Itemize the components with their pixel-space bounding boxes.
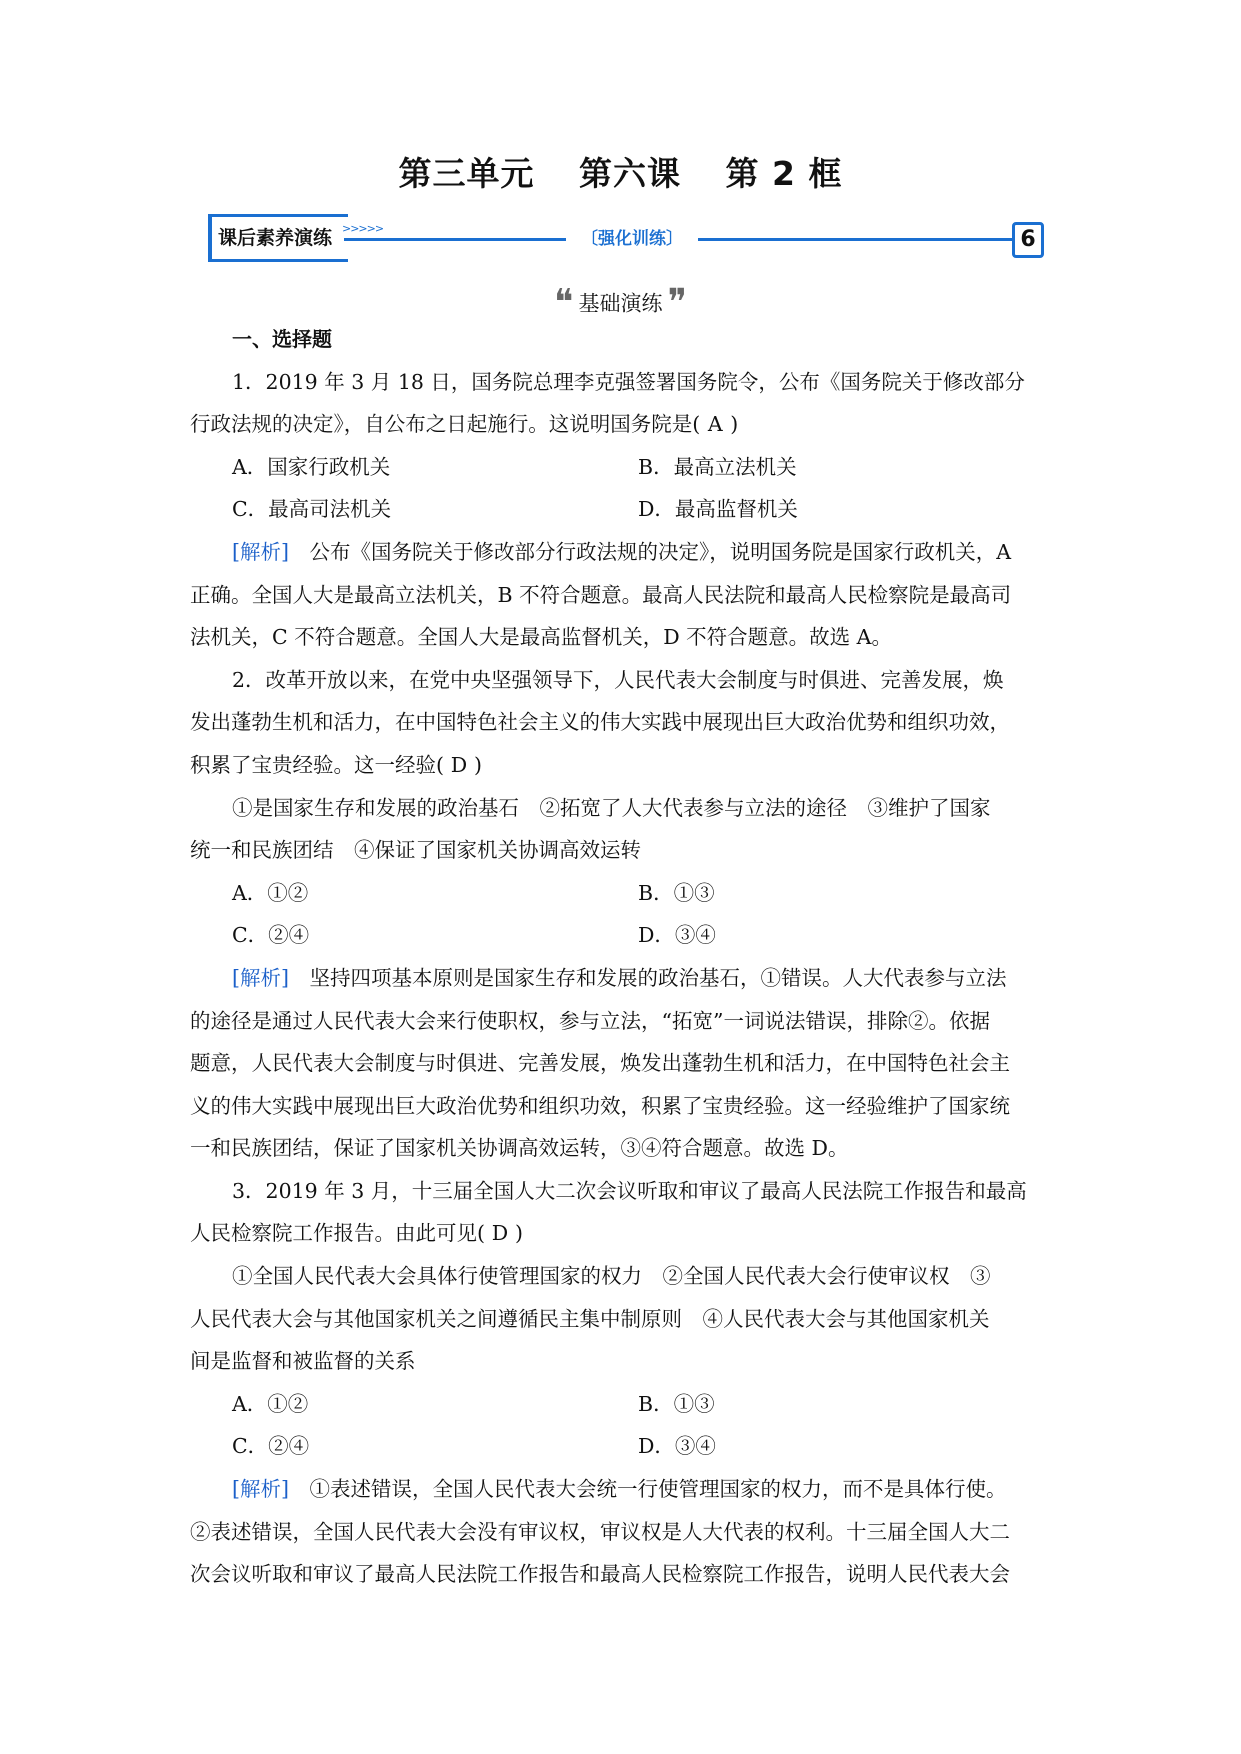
q1-analysis-line: 正确。全国人大是最高立法机关，B 不符合题意。最高人民法院和最高人民检察院是最高司 bbox=[190, 582, 1012, 607]
practice-banner bbox=[208, 214, 1044, 264]
option-c: C．最高司法机关 bbox=[232, 497, 392, 522]
close-quote-icon: ❞ bbox=[667, 282, 687, 323]
q2-analysis-line: 的途径是通过人民代表大会来行使职权，参与立法，“拓宽”一词说法错误，排除②。依据 bbox=[190, 1008, 990, 1033]
analysis-tag: [解析] bbox=[232, 965, 289, 990]
q1-analysis-line: 法机关，C 不符合题意。全国人大是最高监督机关，D 不符合题意。故选 A。 bbox=[190, 625, 892, 650]
q2-statements-line: ①是国家生存和发展的政治基石 ②拓宽了人大代表参与立法的途径 ③维护了国家 bbox=[232, 795, 991, 820]
content bbox=[190, 318, 1058, 1596]
title-unit: 第三单元 bbox=[398, 154, 535, 193]
option-d: D．最高监督机关 bbox=[638, 497, 798, 522]
q2-stem-line: 积累了宝贵经验。这一经验( D ) bbox=[190, 744, 1058, 787]
q3-analysis-line: 次会议听取和审议了最高人民法院工作报告和最高人民检察院工作报告，说明人民代表大会 bbox=[190, 1562, 1010, 1587]
banner-line-right bbox=[698, 238, 1012, 241]
option-a: A．国家行政机关 bbox=[232, 454, 391, 479]
banner-label: 课后素养演练 bbox=[208, 214, 348, 262]
banner-number-badge: 6 bbox=[1012, 222, 1044, 258]
banner-line-left bbox=[344, 238, 566, 241]
q2-statements-line: 统一和民族团结 ④保证了国家机关协调高效运转 bbox=[190, 838, 641, 863]
q3-analysis-line: [解析] ①表述错误，全国人民代表大会统一行使管理国家的权力，而不是具体行使。 bbox=[232, 1477, 1007, 1502]
q2-stem-line: 2．改革开放以来，在党中央坚强领导下，人民代表大会制度与时俱进、完善发展，焕 bbox=[232, 667, 1004, 692]
option-a: A．①② bbox=[232, 880, 309, 905]
q3-answer: D bbox=[491, 1221, 509, 1246]
q2-analysis-line: [解析] 坚持四项基本原则是国家生存和发展的政治基石，①错误。人大代表参与立法 bbox=[232, 965, 1007, 990]
q1-answer: A bbox=[707, 412, 723, 437]
question-type-heading: 一、选择题 bbox=[232, 327, 332, 351]
q2-analysis-line: 题意，人民代表大会制度与时俱进、完善发展，焕发出蓬勃生机和活力，在中国特色社会主 bbox=[190, 1051, 1010, 1076]
option-c: C．②④ bbox=[232, 923, 310, 948]
q2-stem-line: 发出蓬勃生机和活力，在中国特色社会主义的伟大实践中展现出巨大政治优势和组织功效， bbox=[190, 710, 1010, 735]
q3-stem-line: 3．2019 年 3 月，十三届全国人大二次会议听取和审议了最高人民法院工作报告和最高 bbox=[232, 1178, 1027, 1203]
q2-options bbox=[190, 872, 1058, 915]
option-c: C．②④ bbox=[232, 1434, 310, 1459]
option-d: D．③④ bbox=[638, 1434, 716, 1459]
option-b: B．最高立法机关 bbox=[638, 454, 797, 479]
banner-middle-label: 〔强化训练〕 bbox=[581, 229, 683, 249]
option-b: B．①③ bbox=[638, 1391, 715, 1416]
analysis-tag: [解析] bbox=[232, 1477, 289, 1502]
title-lesson: 第六课 bbox=[579, 154, 682, 193]
q1-options bbox=[190, 446, 1058, 489]
open-quote-icon: ❝ bbox=[554, 282, 574, 323]
q3-statements-line: 人民代表大会与其他国家机关之间遵循民主集中制原则 ④人民代表大会与其他国家机关 bbox=[190, 1306, 990, 1331]
section-heading bbox=[0, 282, 1241, 323]
q3-options bbox=[190, 1425, 1058, 1468]
q3-stem-line: 人民检察院工作报告。由此可见( D ) bbox=[190, 1212, 1058, 1255]
title-frame: 第 2 框 bbox=[725, 154, 843, 193]
option-d: D．③④ bbox=[638, 923, 716, 948]
section-heading-text: 基础演练 bbox=[578, 291, 663, 316]
option-a: A．①② bbox=[232, 1391, 309, 1416]
page-title bbox=[0, 148, 1241, 195]
q1-analysis-line: [解析] 公布《国务院关于修改部分行政法规的决定》，说明国务院是国家行政机关，A bbox=[232, 539, 1012, 564]
q3-analysis-line: ②表述错误，全国人民代表大会没有审议权，审议权是人大代表的权利。十三届全国人大二 bbox=[190, 1519, 1010, 1544]
q2-options bbox=[190, 914, 1058, 957]
banner-arrows-icon: >>>>> bbox=[342, 222, 384, 235]
q3-options bbox=[190, 1383, 1058, 1426]
q3-statements-line: 间是监督和被监督的关系 bbox=[190, 1349, 416, 1374]
q2-analysis-line: 义的伟大实践中展现出巨大政治优势和组织功效，积累了宝贵经验。这一经验维护了国家统 bbox=[190, 1093, 1010, 1118]
q3-statements-line: ①全国人民代表大会具体行使管理国家的权力 ②全国人民代表大会行使审议权 ③ bbox=[232, 1264, 991, 1289]
option-b: B．①③ bbox=[638, 880, 715, 905]
q1-options bbox=[190, 488, 1058, 531]
q2-answer: D bbox=[450, 752, 468, 777]
q1-stem-line: 行政法规的决定》，自公布之日起施行。这说明国务院是( A ) bbox=[190, 403, 1058, 446]
analysis-tag: [解析] bbox=[232, 539, 289, 564]
q2-analysis-line: 一和民族团结，保证了国家机关协调高效运转，③④符合题意。故选 D。 bbox=[190, 1136, 849, 1161]
q1-stem-line: 1．2019 年 3 月 18 日，国务院总理李克强签署国务院令，公布《国务院关于修改部分 bbox=[232, 369, 1025, 394]
